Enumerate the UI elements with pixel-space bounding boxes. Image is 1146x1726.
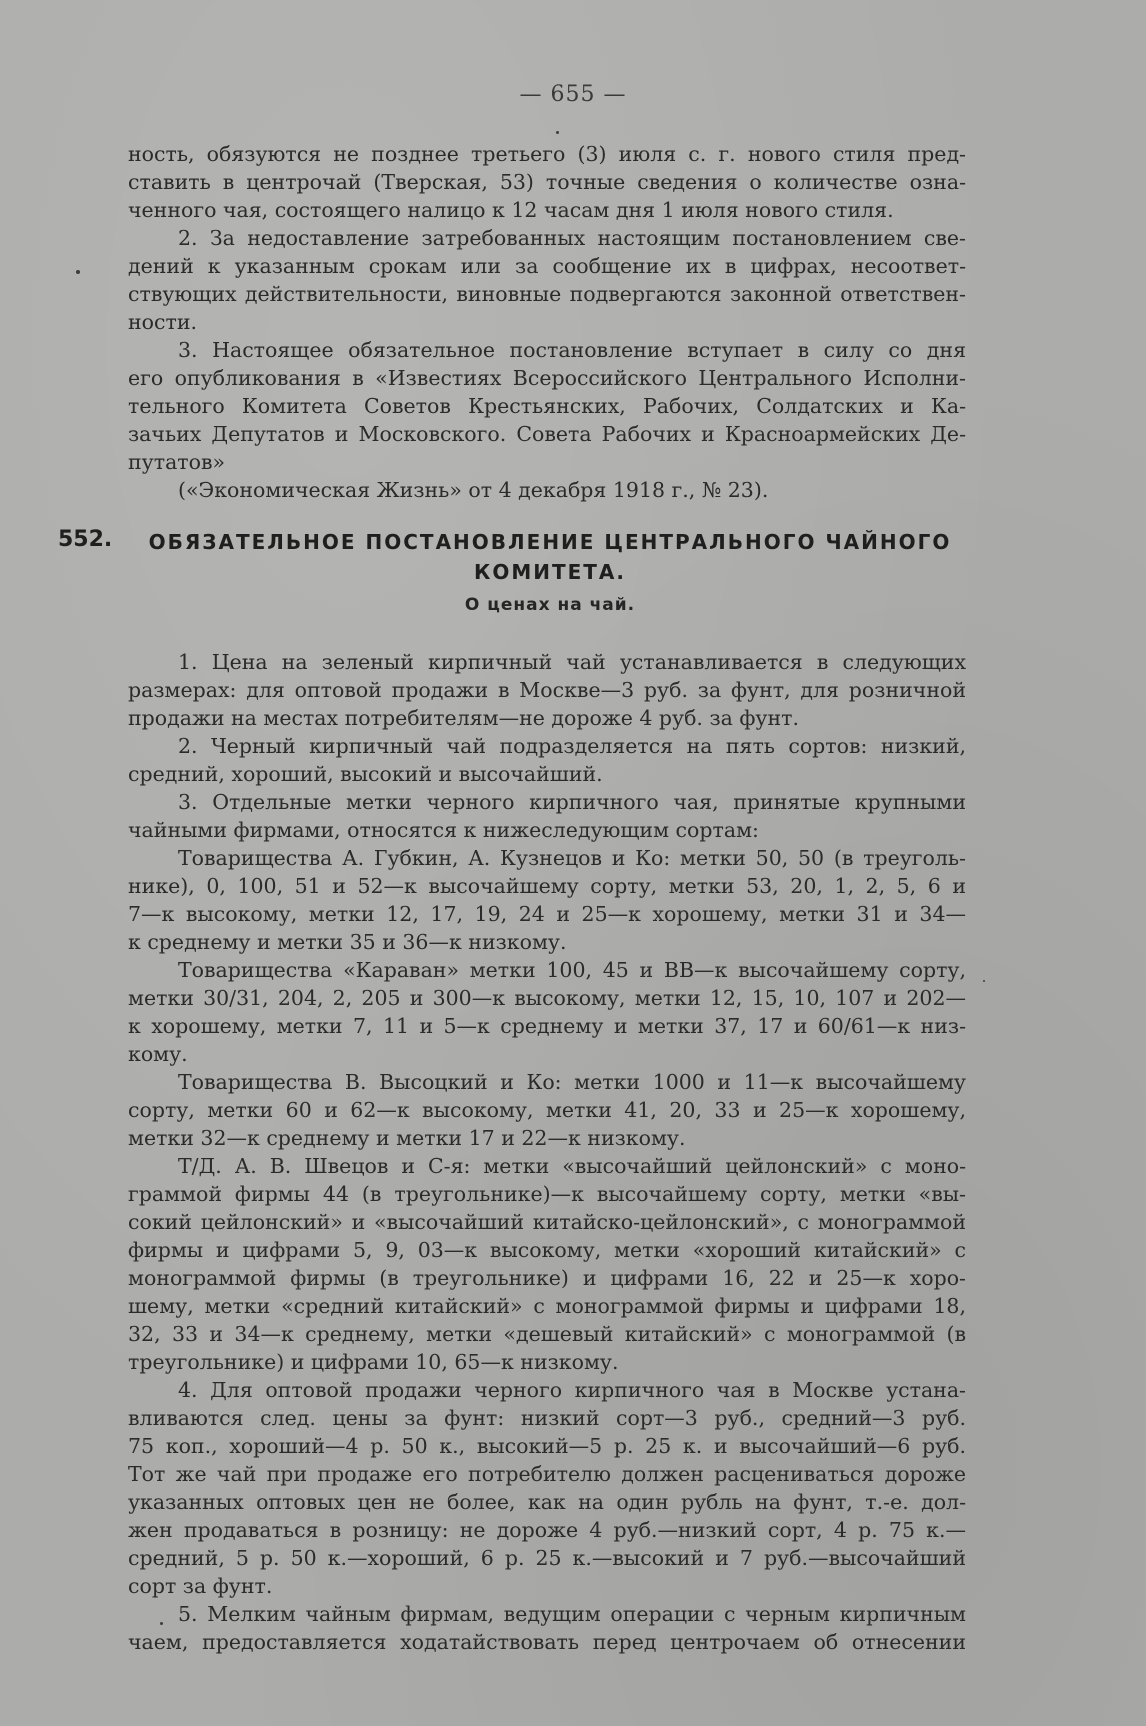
document-title-line-2: КОМИТЕТА. <box>473 560 626 584</box>
text-line: монограммой фирмы (в треугольнике) и цифрами 16, 22 и 25—к хоро- <box>128 1266 966 1290</box>
text-line: 32, 33 и 34—к среднему, метки «дешевый китайский» с монограммой (в <box>128 1322 966 1346</box>
scan-speck <box>76 270 80 274</box>
text-line: указанных оптовых цен не более, как на один рубль на фунт, т.-е. дол- <box>128 1490 966 1514</box>
page-number: — 655 — <box>519 82 627 107</box>
text-line: чайными фирмами, относятся к нижеследующим сортам: <box>128 818 759 842</box>
scan-speck <box>983 980 985 982</box>
text-line: продажи на местах потребителям—не дороже 4 руб. за фунт. <box>128 706 800 730</box>
karavan-start: Товарищества «Караван» метки 100, 45 и ВВ—к высочайшему сорту, <box>178 958 966 982</box>
document-title <box>140 527 960 587</box>
text-line: фирмы и цифрами 5, 9, 03—к высокому, метки «хороший китайский» с <box>128 1238 966 1262</box>
text-line: метки 30/31, 204, 2, 205 и 300—к высокому, метки 12, 15, 10, 107 и 202— <box>128 986 966 1010</box>
gubkin-kuznetsov-start: Товарищества А. Губкин, А. Кузнецов и Ко: метки 50, 50 (в треуголь- <box>178 846 966 870</box>
text-line: к среднему и метки 35 и 36—к низкому. <box>128 930 567 954</box>
text-line: его опубликования в «Известиях Всероссийского Центрального Исполни- <box>128 366 966 390</box>
text-line: сорту, метки 60 и 62—к высокому, метки 41, 20, 33 и 25—к хорошему, <box>128 1098 966 1122</box>
document-title-line-1: ОБЯЗАТЕЛЬНОЕ ПОСТАНОВЛЕНИЕ ЦЕНТРАЛЬНОГО ЧАЙНОГО <box>148 530 952 554</box>
text-line: тельного Комитета Советов Крестьянских, Рабочих, Солдатских и Ка- <box>128 394 966 418</box>
paragraph-3-start: 3. Настоящее обязательное постановление вступает в силу со дня <box>178 338 966 362</box>
scan-speck <box>556 131 559 134</box>
text-line: 7—к высокому, метки 12, 17, 19, 24 и 25—к хорошему, метки 31 и 34— <box>128 902 966 926</box>
text-line: ность, обязуются не позднее третьего (3) июля с. г. нового стиля пред- <box>128 142 966 166</box>
text-line: сорт за фунт. <box>128 1574 273 1598</box>
text-line: жен продаваться в розницу: не дороже 4 руб.—низкий сорт, 4 р. 75 к.— <box>128 1518 966 1542</box>
text-line: путатов» <box>128 450 226 474</box>
source-citation: («Экономическая Жизнь» от 4 декабря 1918 г., № 23). <box>178 478 769 502</box>
text-line: ствующих действительности, виновные подвергаются законной ответствен- <box>128 282 966 306</box>
text-line: ставить в центрочай (Тверская, 53) точные сведения о количестве озна- <box>128 170 966 194</box>
text-line: ченного чая, состоящего налицо к 12 часам дня 1 июля нового стиля. <box>128 198 894 222</box>
text-line: к хорошему, метки 7, 11 и 5—к среднему и метки 37, 17 и 60/61—к низ- <box>128 1014 966 1038</box>
paragraph-2-start: 2. Черный кирпичный чай подразделяется на пять сортов: низкий, <box>178 734 966 758</box>
document-subtitle: О ценах на чай. <box>464 595 636 615</box>
tea-prices-decree-text <box>128 648 966 1656</box>
vysotsky-start: Товарищества В. Высоцкий и Ко: метки 1000 и 11—к высочайшему <box>178 1070 966 1094</box>
text-line: сокий цейлонский» и «высочайший китайско-цейлонский», с монограммой <box>128 1210 966 1234</box>
text-line: ности. <box>128 310 198 334</box>
shvetsov-start: Т/Д. А. В. Швецов и С-я: метки «высочайший цейлонский» с моно- <box>178 1154 966 1178</box>
text-line: дений к указанным срокам или за сообщение их в цифрах, несоответ- <box>128 254 966 278</box>
text-line: средний, 5 р. 50 к.—хороший, 6 р. 25 к.—высокий и 7 руб.—высочайший <box>128 1546 966 1570</box>
scan-speck <box>160 1622 163 1625</box>
continued-decree-text <box>128 140 966 504</box>
text-line: граммой фирмы 44 (в треугольнике)—к высочайшему сорту, метки «вы- <box>128 1182 966 1206</box>
text-line: зачьих Депутатов и Московского. Совета Рабочих и Красноармейских Де- <box>128 422 966 446</box>
paragraph-5-start: 5. Мелким чайным фирмам, ведущим операции с черным кирпичным <box>178 1602 966 1626</box>
text-line: кому. <box>128 1042 188 1066</box>
text-line: нике), 0, 100, 51 и 52—к высочайшему сорту, метки 53, 20, 1, 2, 5, 6 и <box>128 874 966 898</box>
paragraph-1-start: 1. Цена на зеленый кирпичный чай устанавливается в следующих <box>178 650 966 674</box>
text-line: треугольнике) и цифрами 10, 65—к низкому. <box>128 1350 619 1374</box>
text-line: Тот же чай при продаже его потребителю должен расцениваться дороже <box>128 1462 966 1486</box>
document-number: 552. <box>58 527 113 552</box>
text-line: средний, хороший, высокий и высочайший. <box>128 762 603 786</box>
text-line: чаем, предоставляется ходатайствовать перед центрочаем об отнесении <box>128 1630 966 1654</box>
text-line: 75 коп., хороший—4 р. 50 к., высокий—5 р. 25 к. и высочайший—6 руб. <box>128 1434 966 1458</box>
text-line: шему, метки «средний китайский» с монограммой фирмы и цифрами 18, <box>128 1294 966 1318</box>
text-line: размерах: для оптовой продажи в Москве—3 руб. за фунт, для розничной <box>128 678 966 702</box>
paragraph-4-start: 4. Для оптовой продажи черного кирпичного чая в Москве устана- <box>178 1378 966 1402</box>
text-line: вливаются след. цены за фунт: низкий сорт—3 руб., средний—3 руб. <box>128 1406 966 1430</box>
text-line: метки 32—к среднему и метки 17 и 22—к низкому. <box>128 1126 686 1150</box>
paragraph-3-start: 3. Отдельные метки черного кирпичного чая, принятые крупными <box>178 790 966 814</box>
paragraph-2-start: 2. За недоставление затребованных настоящим постановлением све- <box>178 226 966 250</box>
